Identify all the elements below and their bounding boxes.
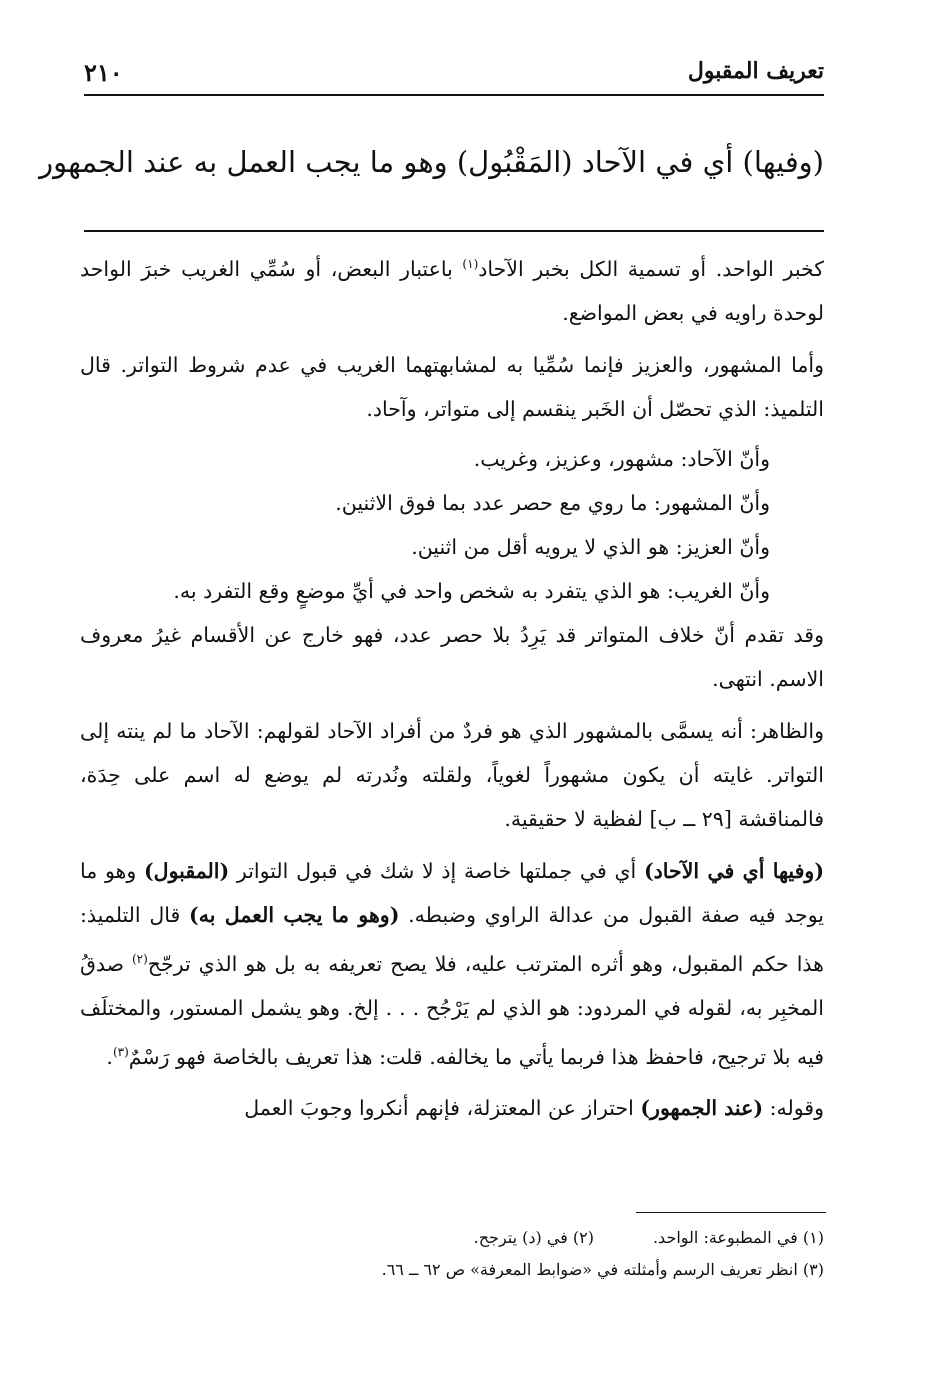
footnote-2: (٢) في (د) يترجح. xyxy=(473,1228,594,1247)
list-line-4: وأنّ الغريب: هو الذي يتفرد به شخص واحد في أيِّ موضعٍ وقع التفرد به. xyxy=(173,578,770,603)
p6-text-2: احتراز عن المعتزلة، فإنهم أنكروا وجوبَ العمل xyxy=(244,1096,641,1121)
paragraph-1 xyxy=(80,242,824,335)
list-line-3: وأنّ العزيز: هو الذي لا يرويه أقل من اثنين. xyxy=(411,534,770,559)
p5-text-4: صدقُ المخبِر به، لقوله في المردود: هو الذي لم يَرْجُح . . . إلخ. وهو يشمل المستور، والمختلَف فيه بلا ترجيح، فاحفظ هذا فربما يأتي ما يخالفه. قلت: هذا تعريف بالخاصة فهو رَسْمٌ xyxy=(80,951,824,1069)
commentary-body xyxy=(80,242,824,1136)
p5-end: . xyxy=(106,1044,113,1069)
footnote-divider xyxy=(636,1212,826,1213)
paragraph-1-text: كخبر الواحد. أو تسمية الكل بخبر الآحاد xyxy=(478,256,824,281)
quote-4: (عند الجمهور) xyxy=(640,1096,764,1121)
list-line-2: وأنّ المشهور: ما روي مع حصر عدد بما فوق الاثنين. xyxy=(335,490,770,515)
footnote-ref-3: (٣) xyxy=(112,1044,129,1059)
running-title: تعريف المقبول xyxy=(687,58,824,84)
paragraph-1-rest: باعتبار البعض، أو سُمِّي الغريب خبرَ الواحد لوحدة راويه في بعض المواضع. xyxy=(80,256,824,325)
paragraph-2: وأما المشهور، والعزيز فإنما سُمِّيا به لمشابهتهما الغريب في عدم شروط التواتر. قال التلميذ: الذي تحصّل أن الخَبر ينقسم إلى متواتر، وآحاد. xyxy=(80,352,824,421)
footnote-ref-2: (٢) xyxy=(131,951,148,966)
paragraph-5 xyxy=(80,849,824,1079)
footnotes xyxy=(84,1222,824,1286)
p6-text-1: وقوله: xyxy=(763,1096,824,1121)
running-header xyxy=(84,58,824,96)
page-number: ٢١٠ xyxy=(84,58,123,87)
footnote-1: (١) في المطبوعة: الواحد. xyxy=(652,1228,824,1247)
list-line-1: وأنّ الآحاد: مشهور، وعزيز، وغريب. xyxy=(473,446,770,471)
quote-3: (وهو ما يجب العمل به) xyxy=(189,902,400,927)
p5-text-3: قال التلميذ: هذا حكم المقبول، وهو أثره المترتب عليه، فلا يصح تعريفه به بل هو الذي ترجّح xyxy=(80,902,824,976)
footnote-row xyxy=(84,1222,824,1254)
p5-text-1: أي في جملتها خاصة إذ لا شك في قبول التواتر xyxy=(229,858,644,883)
quote-2: (المقبول) xyxy=(143,858,230,883)
footnote-3: (٣) انظر تعريف الرسم وأمثلته في «ضوابط المعرفة» ص ٦٢ ــ ٦٦. xyxy=(381,1260,824,1279)
matn-divider xyxy=(84,230,824,232)
paragraph-4: والظاهر: أنه يسمَّى بالمشهور الذي هو فردٌ من أفراد الآحاد لقولهم: الآحاد ما لم ينته إلى التواتر. غايته أن يكون مشهوراً لغوياً، ولقلته ونُدرته لم يوضع له اسم على حِدَة، فالمناقشة [٢٩ ــ ب] لفظية لا حقيقية. xyxy=(80,718,825,831)
paragraph-3: وقد تقدم أنّ خلاف المتواتر قد يَرِدُ بلا حصر عدد، فهو خارج عن الأقسام غيرُ معروف الاسم. انتهى. xyxy=(80,622,824,691)
matn-text: (وفيها) أي في الآحاد (المَقْبُول) وهو ما يجب العمل به عند الجمهور xyxy=(39,145,824,179)
paragraph-6 xyxy=(80,1086,824,1130)
quote-1: (وفيها أي في الآحاد) xyxy=(643,858,825,883)
footnote-ref-1: (١) xyxy=(462,257,479,271)
p5-text-2: وهو ما يوجد فيه صفة القبول من عدالة الراوي وضبطه. xyxy=(80,858,825,927)
